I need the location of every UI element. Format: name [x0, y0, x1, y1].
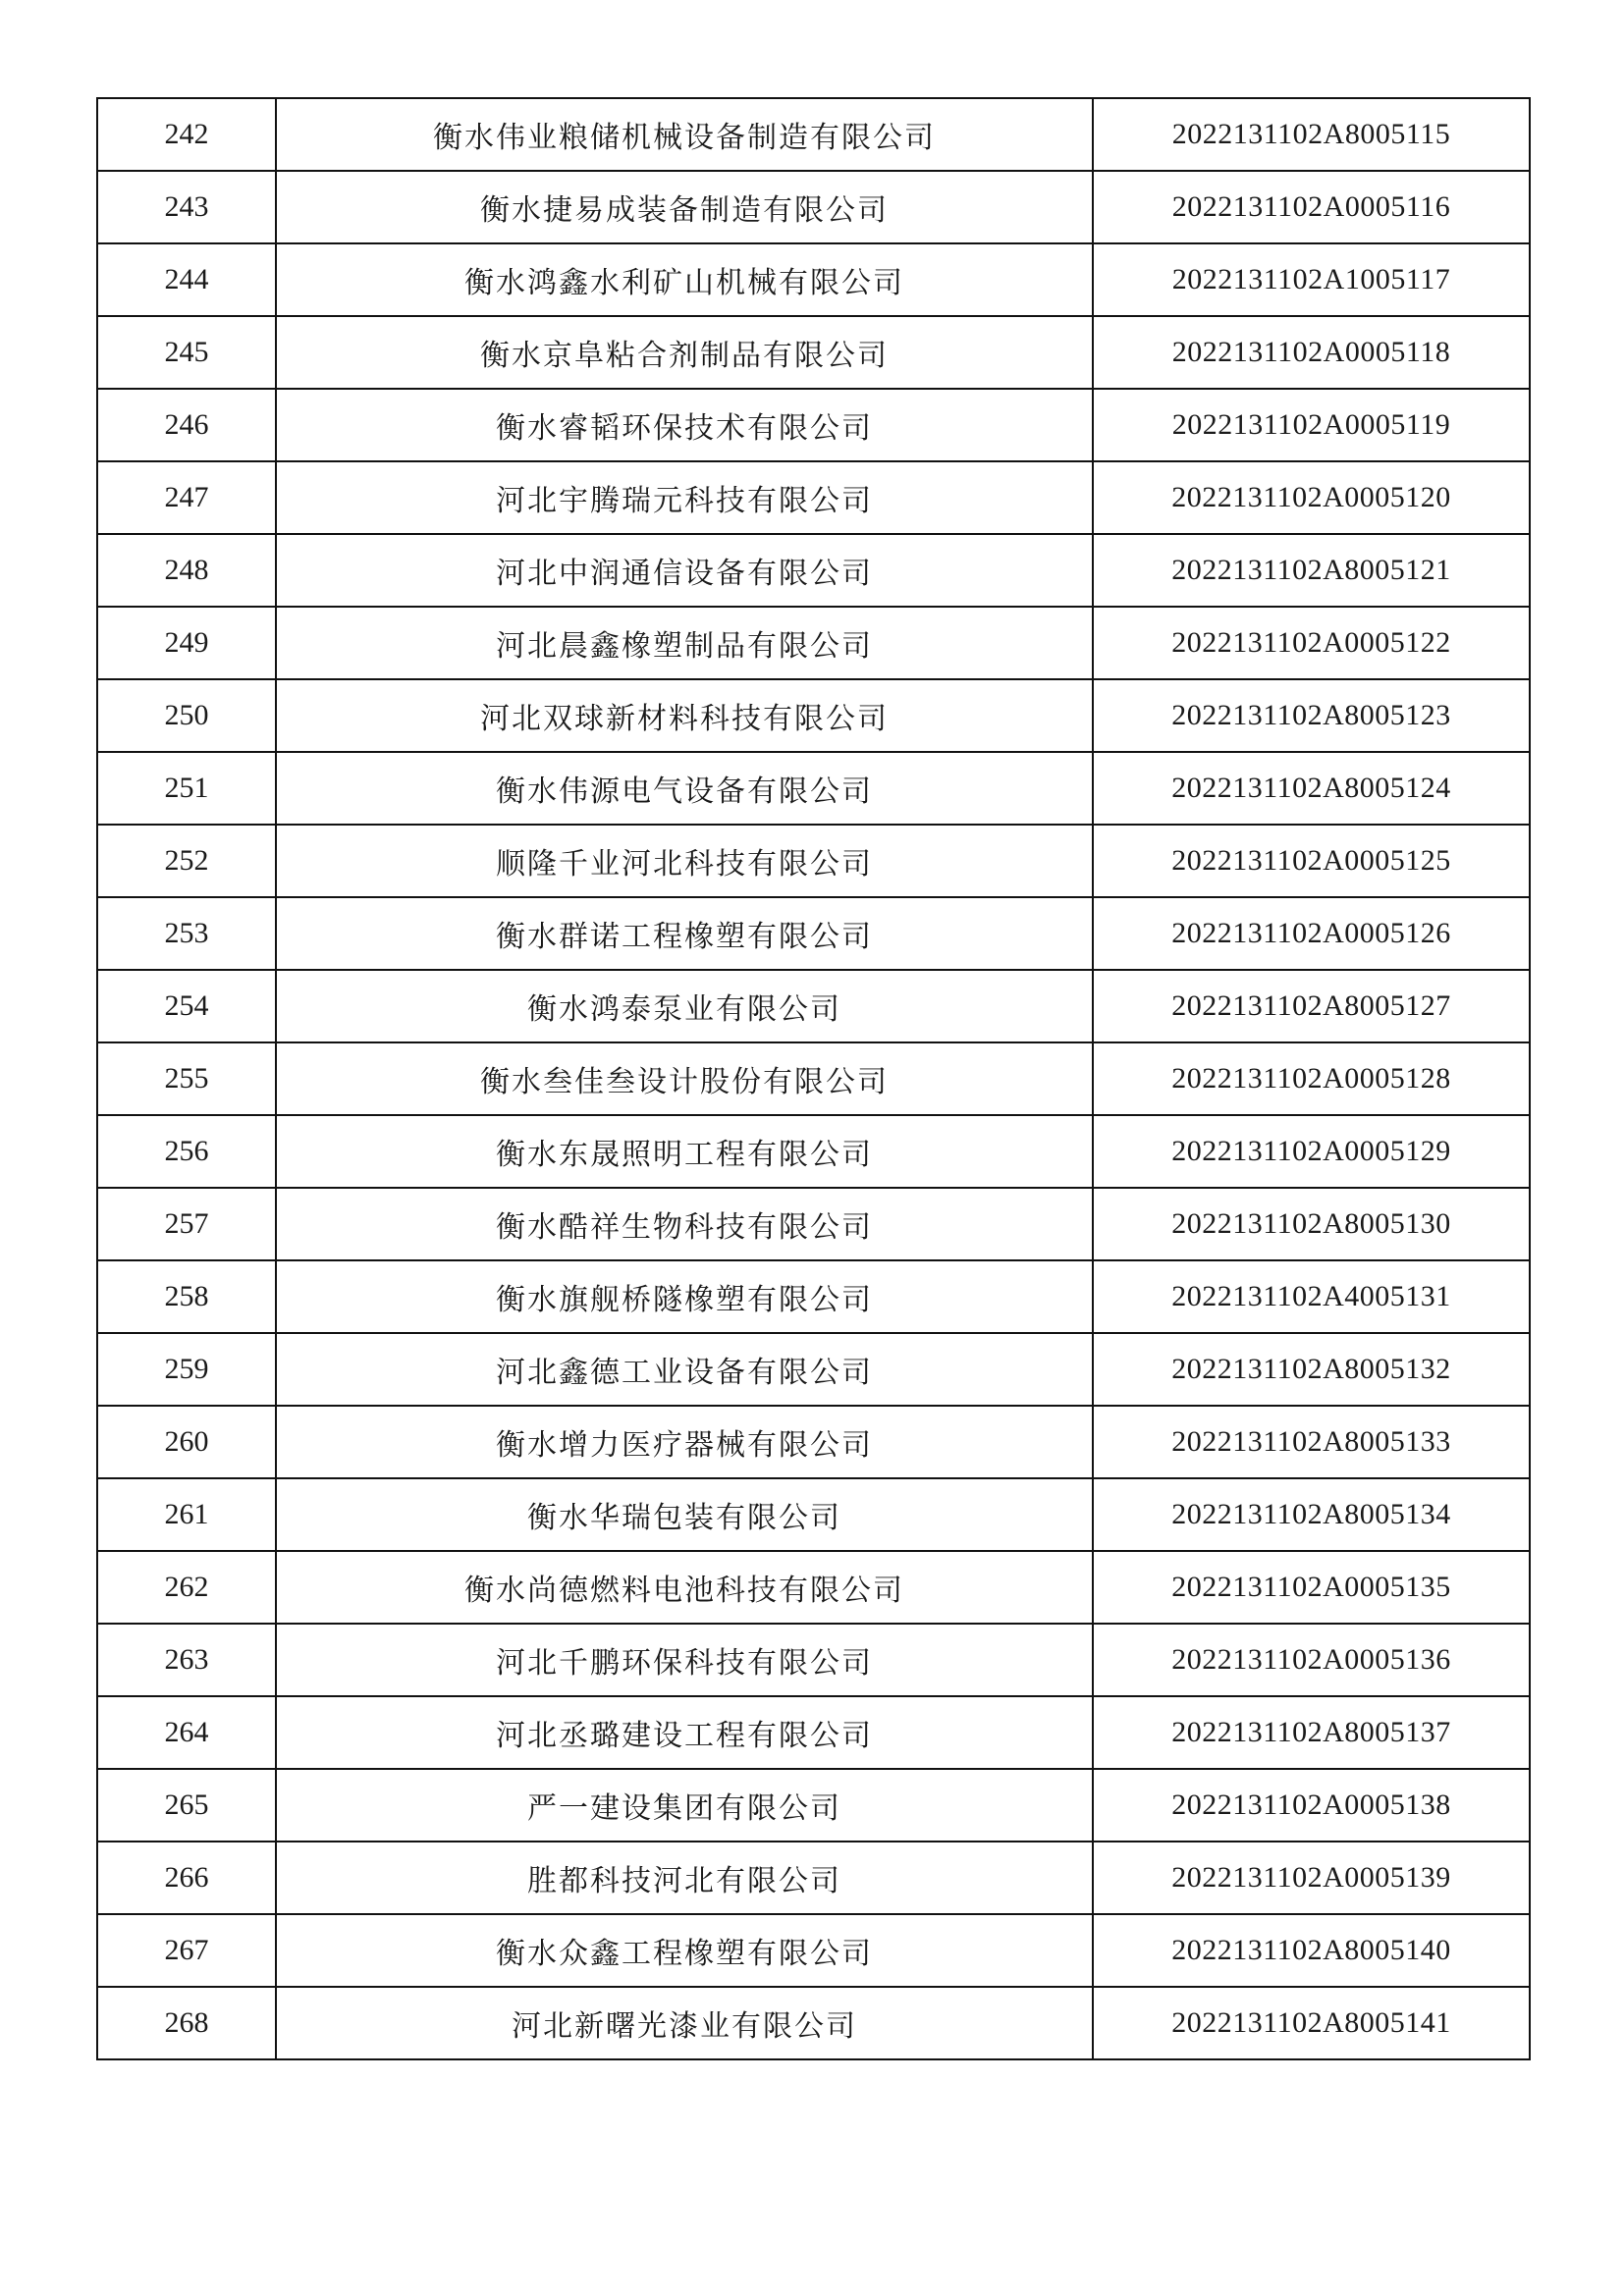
row-number-cell: 246 — [97, 389, 276, 461]
registration-code-cell: 2022131102A8005132 — [1093, 1333, 1530, 1406]
row-number-cell: 245 — [97, 316, 276, 389]
registration-code-cell: 2022131102A0005120 — [1093, 461, 1530, 534]
table-row — [97, 679, 1530, 752]
company-name-cell: 衡水京阜粘合剂制品有限公司 — [276, 316, 1093, 389]
company-name-cell: 河北丞璐建设工程有限公司 — [276, 1696, 1093, 1769]
row-number-cell: 242 — [97, 98, 276, 171]
registration-code-cell: 2022131102A8005137 — [1093, 1696, 1530, 1769]
table-row — [97, 1042, 1530, 1115]
company-name-cell: 衡水叁佳叁设计股份有限公司 — [276, 1042, 1093, 1115]
table-row — [97, 752, 1530, 825]
row-number-cell: 261 — [97, 1478, 276, 1551]
registration-code-cell: 2022131102A0005122 — [1093, 607, 1530, 679]
registration-code-cell: 2022131102A0005119 — [1093, 389, 1530, 461]
registration-code-cell: 2022131102A8005124 — [1093, 752, 1530, 825]
company-name-cell: 衡水增力医疗器械有限公司 — [276, 1406, 1093, 1478]
table-row — [97, 825, 1530, 897]
registration-code-cell: 2022131102A8005134 — [1093, 1478, 1530, 1551]
registration-code-cell: 2022131102A0005139 — [1093, 1842, 1530, 1914]
row-number-cell: 249 — [97, 607, 276, 679]
table-row — [97, 534, 1530, 607]
row-number-cell: 263 — [97, 1624, 276, 1696]
company-name-cell: 河北中润通信设备有限公司 — [276, 534, 1093, 607]
table-row — [97, 1696, 1530, 1769]
registration-code-cell: 2022131102A8005127 — [1093, 970, 1530, 1042]
company-name-cell: 衡水捷易成装备制造有限公司 — [276, 171, 1093, 243]
row-number-cell: 248 — [97, 534, 276, 607]
row-number-cell: 260 — [97, 1406, 276, 1478]
company-name-cell: 河北双球新材料科技有限公司 — [276, 679, 1093, 752]
company-name-cell: 河北新曙光漆业有限公司 — [276, 1987, 1093, 2059]
row-number-cell: 255 — [97, 1042, 276, 1115]
company-name-cell: 衡水鸿鑫水利矿山机械有限公司 — [276, 243, 1093, 316]
table-row — [97, 316, 1530, 389]
table-row — [97, 1260, 1530, 1333]
row-number-cell: 258 — [97, 1260, 276, 1333]
registration-code-cell: 2022131102A0005138 — [1093, 1769, 1530, 1842]
table-row — [97, 1842, 1530, 1914]
company-name-cell: 衡水睿韬环保技术有限公司 — [276, 389, 1093, 461]
table-row — [97, 98, 1530, 171]
row-number-cell: 247 — [97, 461, 276, 534]
table-row — [97, 389, 1530, 461]
registration-code-cell: 2022131102A0005129 — [1093, 1115, 1530, 1188]
company-name-cell: 衡水伟源电气设备有限公司 — [276, 752, 1093, 825]
row-number-cell: 259 — [97, 1333, 276, 1406]
row-number-cell: 262 — [97, 1551, 276, 1624]
row-number-cell: 264 — [97, 1696, 276, 1769]
table-row — [97, 1333, 1530, 1406]
table-row — [97, 243, 1530, 316]
company-name-cell: 河北千鹏环保科技有限公司 — [276, 1624, 1093, 1696]
company-name-cell: 衡水众鑫工程橡塑有限公司 — [276, 1914, 1093, 1987]
company-name-cell: 严一建设集团有限公司 — [276, 1769, 1093, 1842]
row-number-cell: 265 — [97, 1769, 276, 1842]
company-name-cell: 衡水伟业粮储机械设备制造有限公司 — [276, 98, 1093, 171]
enterprise-registration-table — [96, 97, 1531, 2060]
table-row — [97, 1914, 1530, 1987]
row-number-cell: 251 — [97, 752, 276, 825]
row-number-cell: 250 — [97, 679, 276, 752]
table-row — [97, 1406, 1530, 1478]
registration-code-cell: 2022131102A4005131 — [1093, 1260, 1530, 1333]
company-name-cell: 衡水酷祥生物科技有限公司 — [276, 1188, 1093, 1260]
table-row — [97, 1987, 1530, 2059]
company-name-cell: 衡水东晟照明工程有限公司 — [276, 1115, 1093, 1188]
registration-code-cell: 2022131102A0005116 — [1093, 171, 1530, 243]
row-number-cell: 268 — [97, 1987, 276, 2059]
row-number-cell: 253 — [97, 897, 276, 970]
registration-code-cell: 2022131102A0005135 — [1093, 1551, 1530, 1624]
registration-code-cell: 2022131102A0005125 — [1093, 825, 1530, 897]
registration-code-cell: 2022131102A8005123 — [1093, 679, 1530, 752]
row-number-cell: 257 — [97, 1188, 276, 1260]
table-row — [97, 1115, 1530, 1188]
row-number-cell: 243 — [97, 171, 276, 243]
company-name-cell: 河北晨鑫橡塑制品有限公司 — [276, 607, 1093, 679]
table-row — [97, 607, 1530, 679]
registration-code-cell: 2022131102A8005133 — [1093, 1406, 1530, 1478]
company-name-cell: 衡水华瑞包装有限公司 — [276, 1478, 1093, 1551]
row-number-cell: 254 — [97, 970, 276, 1042]
company-name-cell: 河北宇腾瑞元科技有限公司 — [276, 461, 1093, 534]
registration-code-cell: 2022131102A1005117 — [1093, 243, 1530, 316]
table-row — [97, 1188, 1530, 1260]
row-number-cell: 267 — [97, 1914, 276, 1987]
registration-code-cell: 2022131102A8005141 — [1093, 1987, 1530, 2059]
company-name-cell: 胜都科技河北有限公司 — [276, 1842, 1093, 1914]
table-row — [97, 461, 1530, 534]
table-row — [97, 970, 1530, 1042]
registration-code-cell: 2022131102A0005128 — [1093, 1042, 1530, 1115]
registration-code-cell: 2022131102A0005126 — [1093, 897, 1530, 970]
table-row — [97, 1769, 1530, 1842]
table-row — [97, 897, 1530, 970]
row-number-cell: 266 — [97, 1842, 276, 1914]
table-body — [97, 98, 1530, 2059]
table-row — [97, 171, 1530, 243]
company-name-cell: 衡水旗舰桥隧橡塑有限公司 — [276, 1260, 1093, 1333]
row-number-cell: 256 — [97, 1115, 276, 1188]
company-name-cell: 河北鑫德工业设备有限公司 — [276, 1333, 1093, 1406]
registration-code-cell: 2022131102A0005118 — [1093, 316, 1530, 389]
table-row — [97, 1624, 1530, 1696]
registration-code-cell: 2022131102A8005121 — [1093, 534, 1530, 607]
registration-code-cell: 2022131102A0005136 — [1093, 1624, 1530, 1696]
table-row — [97, 1551, 1530, 1624]
registration-code-cell: 2022131102A8005140 — [1093, 1914, 1530, 1987]
company-name-cell: 顺隆千业河北科技有限公司 — [276, 825, 1093, 897]
registration-code-cell: 2022131102A8005115 — [1093, 98, 1530, 171]
registration-code-cell: 2022131102A8005130 — [1093, 1188, 1530, 1260]
row-number-cell: 244 — [97, 243, 276, 316]
company-name-cell: 衡水群诺工程橡塑有限公司 — [276, 897, 1093, 970]
company-name-cell: 衡水鸿泰泵业有限公司 — [276, 970, 1093, 1042]
company-name-cell: 衡水尚德燃料电池科技有限公司 — [276, 1551, 1093, 1624]
table-row — [97, 1478, 1530, 1551]
row-number-cell: 252 — [97, 825, 276, 897]
